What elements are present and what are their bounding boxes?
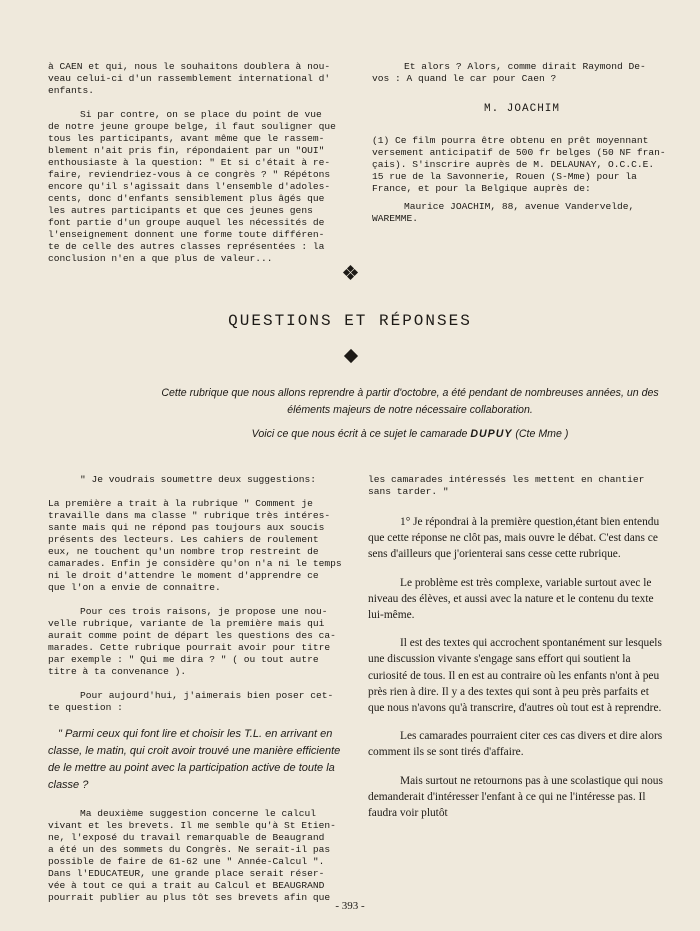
paragraph: Les camarades pourraient citer ces cas divers et dire alors comment ils se sont tirés d'affaire. — [368, 730, 663, 759]
section-title: QUESTIONS ET RÉPONSES — [228, 312, 472, 330]
address: Maurice JOACHIM, 88, avenue Vandervelde, WAREMME. — [372, 201, 635, 224]
closing-paragraph: Et alors ? Alors, comme dirait Raymond De- vos : A quand le car pour Caen ? — [372, 61, 646, 84]
lower-left-column — [48, 474, 344, 916]
section-intro-author — [180, 428, 640, 440]
paragraph: Ma deuxième suggestion concerne le calcul vivant et les brevets. Il me semble qu'à St Etien- ne, l'exposé du travail remarquable de Beaugrand a été un des sommets du Congrès. Ne serait-il pas possible de faire de 61-62 une " Année-Calcul ". Dans l'EDUCATEUR, une grande place serait réser- vée à tout ce qui a trait au Calcul et BEAUGRAND pourrait publier au plus tôt ses brevets afin que — [48, 808, 336, 903]
paragraph: Il est des textes qui accrochent spontanément sur lesquels une discussion vivante s'engage sans effort qui soutient la curiosité de tous. Il en est au contraire où les enfants n'ont à peu près rien à dire. Il y a des textes qui sont à peu près parfaits et que nous n'avons qu'à transcrire, d'autres où tout est à reprendre. — [368, 637, 662, 715]
author-location: (Cte Mme ) — [515, 428, 569, 440]
question-paragraph: " Parmi ceux qui font lire et choisir les T.L. en arrivant en classe, le matin, qui croit avoir trouvé une manière efficiente de le mettre au point avec la participation active de toute la classe ? — [48, 728, 341, 791]
author-signature: M. JOACHIM — [483, 103, 560, 115]
page-number: - 393 - — [335, 900, 365, 912]
intro-text: Voici ce que nous écrit à ce sujet le camarade — [251, 428, 468, 440]
paragraph: Mais surtout ne retournons pas à une scolastique qui nous demanderait d'intéresser l'enfant à ce qui ne l'intéresse pas. Il faudra voir plutôt — [368, 774, 663, 820]
paragraph: Si par contre, on se place du point de vue de notre jeune groupe belge, il faut souligner que tous les participants, avant même que le rassem- blement n'ait pris fin, répondaient par un "OUI" enthousiaste à la question: " Et si c'était à re- faire, reviendriez-vous à ce congrès ? " Répétons encore qu'il s'agissait dans l'ensemble d'adoles- cents, donc d'enfants sensiblement plus âgés que les autres participants et que ces jeunes gens font partie d'un groupe auquel les nécessités de l'enseignement donnent une forme toute différen- te de celle des autres classes représentées : la conclusion n'en a que plus de valeur... — [48, 109, 336, 264]
paragraph: " Je voudrais soumettre deux suggestions: — [80, 474, 317, 485]
author-name: DUPUY — [470, 428, 513, 440]
paragraph: Pour aujourd'hui, j'aimerais bien poser cet- te question : — [48, 690, 334, 713]
top-right-column — [372, 61, 672, 237]
paragraph: à CAEN et qui, nous le souhaitons doublera à nou- veau celui-ci d'un rassemblement international d' enfants. — [48, 61, 331, 96]
paragraph: les camarades intéressés les mettent en chantier sans tarder. " — [368, 474, 645, 497]
ornament-icon — [344, 266, 358, 280]
paragraph: Le problème est très complexe, variable surtout avec le niveau des élèves, et aussi avec la nature et le contenu du texte lui-même. — [368, 576, 654, 622]
lower-right-column — [368, 474, 668, 833]
paragraph: La première a trait à la rubrique " Comment je travaille dans ma classe " rubrique très intéres- sante mais qui ne répond pas toujours aux soucis présents des lecteurs. Les cahiers de roulement eux, ne touchent qu'un nombre trop restreint de camarades. Enfin je considère qu'on n'a ni le temps ni le droit d'attendre le moment d'apprendre ce que l'on a envie de connaître. — [48, 498, 342, 593]
top-left-column — [48, 61, 344, 277]
footnote: (1) Ce film pourra être obtenu en prêt moyennant versement anticipatif de 500 fr belges (50 NF fran- çais). S'inscrire auprès de M. DELAUNAY, O.C.C.E. 15 rue de la Savonnerie, Rouen (S-Mme) pour la France, et pour la Belgique auprès de: — [372, 135, 666, 194]
paragraph: Pour ces trois raisons, je propose une nou- velle rubrique, variante de la première mais qui aurait comme point de départ les questions des ca- marades. Cette rubrique pourrait avoir pour titre par exemple : " Qui me dira ? " ( ou tout autre titre à ta convenance ). — [48, 606, 336, 677]
diamond-icon — [344, 349, 358, 363]
section-intro: Cette rubrique que nous allons reprendre à partir d'octobre, a été pendant de nombreuses années, un des éléments majeurs de notre nécessaire collaboration. — [161, 387, 659, 416]
paragraph: 1° Je répondrai à la première question,étant bien entendu que cette réponse ne clôt pas, mais ouvre le débat. C'est dans ce sens d'ailleurs que j'orienterai sans cesse cette rubrique. — [368, 516, 660, 561]
